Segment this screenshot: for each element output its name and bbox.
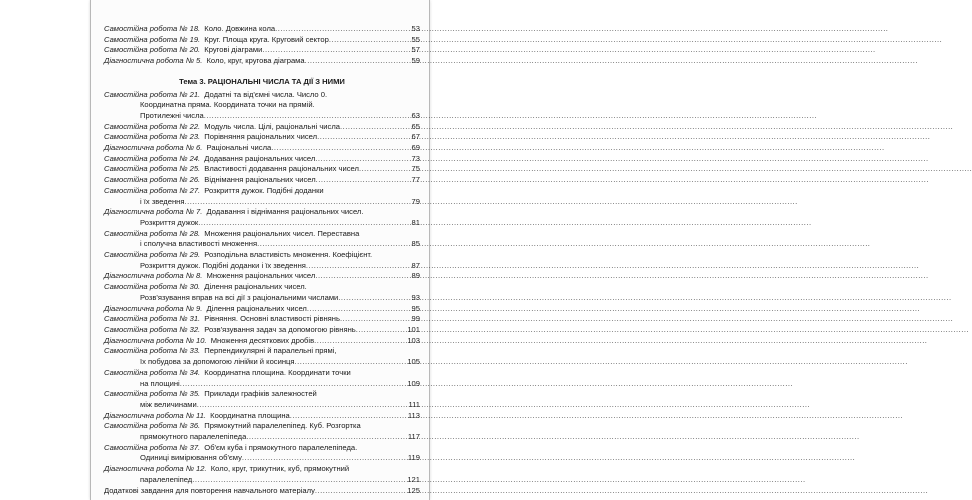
toc-page-number: 87 <box>411 260 420 270</box>
toc-page-number: 65 <box>411 121 420 131</box>
toc-entry-text <box>104 421 361 432</box>
toc-entry-title: Віднімання раціональних чисел <box>204 175 316 185</box>
toc-entry-text <box>140 432 246 443</box>
toc-entry-title: Координатна пряма. Координата точки на прямій. <box>140 100 315 110</box>
toc-entry-label: Самостійна робота № 26. <box>104 175 201 185</box>
toc-entry-title: між величинами <box>140 399 197 409</box>
toc-page-number: 53 <box>411 24 420 33</box>
toc-section-previous <box>104 24 420 67</box>
toc-entry-title: Розв'язування вправ на всі дії з раціональними числами <box>140 292 339 302</box>
toc-entry-title: Ділення раціональних чисел <box>206 303 307 313</box>
toc-entry-text <box>104 271 315 282</box>
toc-entry-text <box>104 24 275 35</box>
toc-entry-text <box>104 186 324 197</box>
toc-entry <box>104 421 420 432</box>
toc-entry <box>104 24 420 35</box>
toc-page-number: 63 <box>411 110 420 120</box>
toc-leader-dots <box>329 35 411 46</box>
toc-leader-dots <box>295 357 407 368</box>
toc-entry-text <box>140 261 306 272</box>
toc-entry <box>104 90 420 101</box>
toc-entry-label: Діагностична робота № 10. <box>104 335 207 345</box>
toc-leader-dots <box>307 304 411 315</box>
toc-entry <box>104 368 420 379</box>
toc-entry-title: Додаткові завдання для повторення навчального матеріалу <box>104 485 315 495</box>
toc-entry-text <box>104 132 317 143</box>
toc-entry-text <box>140 400 197 411</box>
toc-leader-dots <box>257 239 410 250</box>
toc-entry-label: Діагностична робота № 9. <box>104 303 203 313</box>
toc-entry-continuation <box>104 100 420 111</box>
toc-leader-dots <box>246 432 407 443</box>
toc-entry-continuation <box>104 239 420 250</box>
toc-leader-dots <box>192 475 406 486</box>
toc-leader-dots <box>184 197 410 208</box>
table-of-contents <box>104 24 420 496</box>
toc-entry-text <box>104 389 317 400</box>
toc-leader-dots <box>306 261 411 272</box>
toc-entry-text <box>104 464 349 475</box>
toc-leader-dots <box>316 175 411 186</box>
toc-page-number: 113 <box>407 410 420 420</box>
toc-entry-continuation <box>104 475 420 486</box>
toc-entry <box>104 164 420 175</box>
toc-entry-label: Самостійна робота № 27. <box>104 185 201 195</box>
toc-entry <box>104 122 420 133</box>
toc-entry <box>104 346 420 357</box>
toc-entry-continuation <box>104 400 420 411</box>
toc-entry <box>104 336 420 347</box>
toc-leader-dots <box>197 400 408 411</box>
toc-entry-title: Порівняння раціональних чисел <box>204 132 318 142</box>
toc-entry-title: Розкриття дужок <box>140 217 199 227</box>
toc-entry-text <box>140 197 184 208</box>
toc-entry-text <box>104 154 315 165</box>
toc-entry-label: Самостійна робота № 25. <box>104 164 201 174</box>
toc-entry-title: Розкриття дужок. Подібні доданки <box>204 185 324 195</box>
toc-entry-label: Самостійна робота № 35. <box>104 389 201 399</box>
toc-entry-label: Діагностична робота № 8. <box>104 271 203 281</box>
toc-entry-title: Кругові діаграми <box>204 45 263 55</box>
toc-entry-continuation <box>104 218 420 229</box>
toc-entry-text <box>104 314 340 325</box>
toc-entry <box>104 154 420 165</box>
toc-entry-title: Розв'язування задач за допомогою рівнянь <box>204 324 356 334</box>
toc-entry-title: Координатна площина <box>210 410 290 420</box>
toc-entry <box>104 282 420 293</box>
toc-leader-dots <box>271 143 410 154</box>
toc-entry-text <box>104 229 359 240</box>
toc-entry-text <box>104 143 271 154</box>
toc-entry <box>104 389 420 400</box>
toc-entry-label: Самостійна робота № 23. <box>104 132 201 142</box>
toc-section-theme-3 <box>104 90 420 497</box>
toc-entry-text <box>104 164 359 175</box>
toc-entry-text <box>140 453 242 464</box>
toc-entry-text <box>104 207 363 218</box>
toc-entry-label: Діагностична робота № 6. <box>104 143 203 153</box>
toc-page-number: 119 <box>407 453 420 463</box>
toc-entry-label: Самостійна робота № 22. <box>104 121 201 131</box>
toc-entry-label: Самостійна робота № 24. <box>104 153 201 163</box>
toc-page-number: 59 <box>411 56 420 66</box>
toc-leader-dots <box>340 122 411 133</box>
toc-entry-title: Додавання і віднімання раціональних чисел. <box>206 207 364 217</box>
toc-entry-label: Діагностична робота № 5. <box>104 56 203 66</box>
toc-entry-text <box>104 90 327 101</box>
toc-entry-title: Властивості додавання раціональних чисел <box>204 164 359 174</box>
toc-entry-title: Раціональні числа <box>206 143 272 153</box>
toc-entry-text <box>104 346 337 357</box>
toc-page-number: 109 <box>407 378 420 388</box>
toc-entry-title: Одиниці вимірювання об'єму <box>140 453 242 463</box>
toc-entry-text <box>140 293 338 304</box>
toc-entry-title: Коло, круг, трикутник, куб, прямокутний <box>210 464 350 474</box>
toc-entry-label: Самостійна робота № 20. <box>104 45 201 55</box>
toc-entry-continuation <box>104 453 420 464</box>
toc-entry-title: Об'єм куба і прямокутного паралелепіпеда. <box>204 442 358 452</box>
toc-entry-text <box>140 100 315 111</box>
toc-entry <box>104 35 420 46</box>
toc-page-number: 95 <box>411 303 420 313</box>
toc-entry-title: Модуль числа. Цілі, раціональні числа <box>204 121 340 131</box>
toc-page-number: 93 <box>411 292 420 302</box>
toc-entry-title: Перпендикулярні й паралельні прямі, <box>204 346 337 356</box>
toc-entry-title: на площині <box>140 378 180 388</box>
toc-entry <box>104 271 420 282</box>
toc-entry-text <box>140 379 180 390</box>
toc-entry-text <box>104 486 315 497</box>
toc-leader-dots <box>290 411 407 422</box>
toc-leader-dots <box>315 154 410 165</box>
toc-entry <box>104 325 420 336</box>
toc-page-number: 89 <box>411 271 420 281</box>
toc-entry-text <box>140 357 295 368</box>
toc-leader-dots <box>262 45 410 56</box>
toc-entry-label: Діагностична робота № 7. <box>104 207 203 217</box>
toc-entry-title: Приклади графіків залежностей <box>204 389 317 399</box>
toc-entry-title: Додавання раціональних чисел <box>204 153 316 163</box>
toc-entry-text <box>140 239 257 250</box>
toc-leader-dots <box>315 271 410 282</box>
toc-entry-continuation <box>104 432 420 443</box>
toc-entry-title: їх побудова за допомогою лінійки й косинця <box>140 357 295 367</box>
toc-entry-title: Розподільна властивість множення. Коефіцієнт. <box>204 250 373 260</box>
toc-leader-dots <box>204 111 411 122</box>
toc-entry-text <box>104 325 356 336</box>
toc-entry-title: Коло. Довжина кола <box>204 24 276 33</box>
toc-entry <box>104 486 420 497</box>
toc-leader-dots <box>317 132 410 143</box>
toc-entry-text <box>104 250 372 261</box>
toc-entry-label: Самостійна робота № 18. <box>104 24 201 33</box>
toc-leader-dots <box>338 293 410 304</box>
toc-page-number: 117 <box>407 432 420 442</box>
toc-page-number: 57 <box>411 45 420 55</box>
toc-entry-title: Множення раціональних чисел. Переставна <box>204 228 360 238</box>
toc-entry <box>104 186 420 197</box>
toc-entry-title: Прямокутний паралелепіпед. Куб. Розгортка <box>204 421 361 431</box>
toc-entry-text <box>140 218 198 229</box>
toc-page-number: 67 <box>411 132 420 142</box>
toc-entry-text <box>104 56 305 67</box>
toc-entry <box>104 443 420 454</box>
toc-entry-label: Самостійна робота № 29. <box>104 250 201 260</box>
toc-entry-label: Самостійна робота № 32. <box>104 324 201 334</box>
toc-leader-dots <box>198 218 410 229</box>
toc-page-number: 105 <box>407 357 420 367</box>
toc-entry-text <box>104 175 316 186</box>
toc-entry <box>104 250 420 261</box>
toc-page-number: 81 <box>411 217 420 227</box>
toc-entry <box>104 314 420 325</box>
toc-entry <box>104 45 420 56</box>
toc-entry <box>104 304 420 315</box>
toc-entry-continuation <box>104 197 420 208</box>
toc-leader-dots <box>340 314 411 325</box>
toc-page-number: 77 <box>411 175 420 185</box>
toc-entry-title: Протилежні числа <box>140 110 204 120</box>
toc-entry-title: Коло, круг, кругова діаграма <box>206 56 305 66</box>
toc-entry-continuation <box>104 261 420 272</box>
toc-entry-label: Самостійна робота № 28. <box>104 228 201 238</box>
toc-leader-dots <box>359 164 411 175</box>
toc-entry <box>104 143 420 154</box>
toc-leader-dots <box>180 379 407 390</box>
toc-page-number: 79 <box>411 196 420 206</box>
toc-entry-text <box>104 45 262 56</box>
toc-entry-continuation <box>104 357 420 368</box>
toc-leader-dots <box>275 24 410 35</box>
toc-page-number: 73 <box>411 153 420 163</box>
toc-entry-title: Множення раціональних чисел <box>206 271 316 281</box>
toc-leader-dots <box>242 453 407 464</box>
toc-entry-title: Круг. Площа круга. Круговий сектор <box>204 34 329 44</box>
toc-entry <box>104 229 420 240</box>
toc-entry-text <box>104 122 340 133</box>
toc-page-number: 111 <box>408 399 420 409</box>
toc-entry-label: Самостійна робота № 30. <box>104 282 201 292</box>
toc-page-number: 69 <box>411 143 420 153</box>
toc-entry-label: Самостійна робота № 36. <box>104 421 201 431</box>
toc-entry-text <box>104 282 307 293</box>
toc-leader-dots <box>356 325 407 336</box>
toc-entry-title: і сполучна властивості множення <box>140 239 258 249</box>
toc-entry-text <box>104 304 307 315</box>
toc-page-number: 103 <box>407 335 420 345</box>
toc-entry-label: Самостійна робота № 37. <box>104 442 201 452</box>
toc-entry-title: Додатні та від'ємні числа. Число 0. <box>204 89 328 99</box>
toc-entry-title: Ділення раціональних чисел. <box>204 282 307 292</box>
toc-page-number: 121 <box>407 474 420 484</box>
toc-leader-dots <box>315 486 406 497</box>
toc-page-number: 101 <box>407 324 420 334</box>
toc-entry-continuation <box>104 293 420 304</box>
toc-entry-text <box>104 411 290 422</box>
toc-entry-title: Розкриття дужок. Подібні доданки і їх зведення <box>140 260 306 270</box>
toc-entry-title: Рівняння. Основні властивості рівнянь <box>204 314 340 324</box>
toc-entry-label: Самостійна робота № 19. <box>104 34 201 44</box>
toc-page-number: 75 <box>411 164 420 174</box>
toc-entry-text <box>104 368 351 379</box>
toc-entry-continuation <box>104 379 420 390</box>
toc-leader-dots <box>305 56 411 67</box>
toc-entry-label: Діагностична робота № 12. <box>104 464 207 474</box>
toc-page-number: 99 <box>411 314 420 324</box>
toc-entry-continuation <box>104 111 420 122</box>
toc-entry-text <box>140 111 204 122</box>
toc-entry-title: Координатна площина. Координати точки <box>204 367 351 377</box>
toc-page-number: 125 <box>407 485 420 495</box>
toc-entry-text <box>104 336 314 347</box>
toc-page-number: 85 <box>411 239 420 249</box>
toc-entry <box>104 411 420 422</box>
toc-entry-label: Самостійна робота № 31. <box>104 314 201 324</box>
toc-entry-title: і їх зведення <box>140 196 185 206</box>
theme-heading: Тема 3. РАЦІОНАЛЬНІ ЧИСЛА ТА ДІЇ З НИМИ <box>179 76 345 86</box>
toc-entry-title: паралелепіпед <box>140 474 193 484</box>
toc-entry-title: прямокутного паралелепіпеда <box>140 432 247 442</box>
toc-entry-label: Самостійна робота № 21. <box>104 89 201 99</box>
toc-entry <box>104 132 420 143</box>
toc-entry <box>104 207 420 218</box>
toc-entry-label: Самостійна робота № 33. <box>104 346 201 356</box>
toc-leader-dots <box>314 336 406 347</box>
toc-entry-title: Множення десяткових дробів <box>210 335 315 345</box>
toc-entry-text <box>140 475 192 486</box>
toc-entry <box>104 464 420 475</box>
toc-entry <box>104 56 420 67</box>
toc-entry-label: Самостійна робота № 34. <box>104 367 201 377</box>
toc-entry-text <box>104 35 329 46</box>
toc-page-number: 55 <box>411 34 420 44</box>
toc-entry-text <box>104 443 357 454</box>
toc-entry <box>104 175 420 186</box>
toc-entry-label: Діагностична робота № 11. <box>104 410 207 420</box>
